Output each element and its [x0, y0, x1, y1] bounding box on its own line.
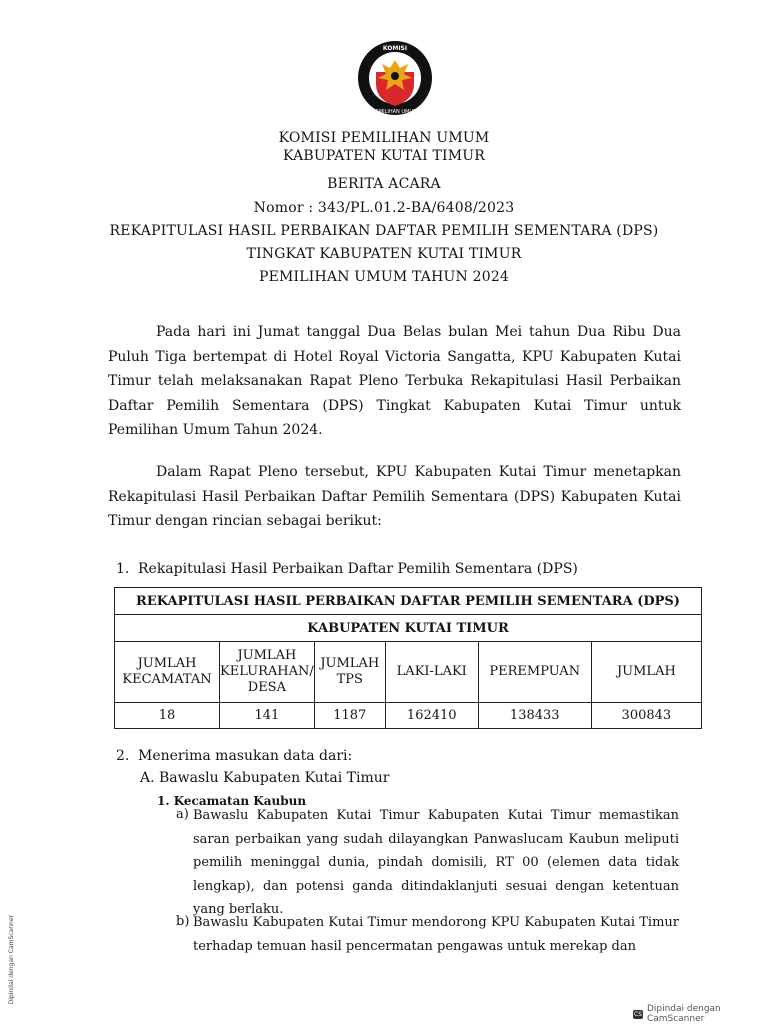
subsection-1: 1. Kecamatan Kaubun [157, 794, 307, 808]
camscanner-watermark [633, 1004, 768, 1024]
scanner-side-note: Dipindai dengan CamScanner [8, 915, 15, 1005]
table-cell: 138433 [478, 703, 591, 729]
doc-title-line2: TINGKAT KABUPATEN KUTAI TIMUR [246, 246, 522, 262]
section2-label: Menerima masukan data dari: [138, 748, 353, 764]
col-header: PEREMPUAN [478, 642, 591, 703]
decision-paragraph: Dalam Rapat Pleno tersebut, KPU Kabupaten Kutai Timur menetapkan Rekapitulasi Hasil Perbaikan Daftar Pemilih Sementara (DPS) Kabupaten Kutai Timur dengan rincian sebagai berikut: [108, 464, 681, 529]
org-region: KABUPATEN KUTAI TIMUR [283, 148, 485, 164]
section2-number: 2. [116, 748, 130, 764]
item-b-text: Bawaslu Kabupaten Kutai Timur mendorong KPU Kabupaten Kutai Timur terhadap temuan hasil pencermatan pengawas untuk merekap dan [193, 915, 679, 954]
subsection-a: A. Bawaslu Kabupaten Kutai Timur [140, 770, 390, 786]
logo-top-text: KOMISI [382, 45, 408, 52]
dps-recap-table [114, 587, 702, 729]
col-header: JUMLAH TPS [314, 642, 385, 703]
col-header: JUMLAH KELURAHAN/ DESA [220, 642, 315, 703]
table-cell: 300843 [591, 703, 701, 729]
camscanner-text: Dipindai dengan CamScanner [646, 1004, 721, 1024]
col-header: LAKI-LAKI [385, 642, 478, 703]
col-header: JUMLAH [591, 642, 701, 703]
doc-number: Nomor : 343/PL.01.2-BA/6408/2023 [253, 200, 515, 216]
table-title-line1: REKAPITULASI HASIL PERBAIKAN DAFTAR PEMILIH SEMENTARA (DPS) [115, 588, 702, 615]
kpu-garuda-logo [356, 38, 434, 118]
item-b-label: b) [176, 914, 190, 929]
table-cell: 141 [220, 703, 315, 729]
camscanner-icon: CS [633, 1010, 642, 1018]
table-title-line2: KABUPATEN KUTAI TIMUR [115, 615, 702, 642]
doc-type: BERITA ACARA [327, 176, 441, 192]
doc-title-line1: REKAPITULASI HASIL PERBAIKAN DAFTAR PEMILIH SEMENTARA (DPS) [109, 223, 659, 239]
section1-label: Rekapitulasi Hasil Perbaikan Daftar Pemilih Sementara (DPS) [138, 561, 578, 577]
col-header: JUMLAH KECAMATAN [115, 642, 220, 703]
table-cell: 18 [115, 703, 220, 729]
table-cell: 162410 [385, 703, 478, 729]
org-name: KOMISI PEMILIHAN UMUM [278, 130, 490, 146]
table-row [115, 703, 702, 729]
doc-title-line3: PEMILIHAN UMUM TAHUN 2024 [258, 269, 510, 285]
item-a-label: a) [176, 807, 189, 822]
section1-number: 1. [116, 561, 130, 577]
item-a-text: Bawaslu Kabupaten Kutai Timur Kabupaten Kutai Timur memastikan saran perbaikan yang sudah dilayangkan Panwaslucam Kaubun meliputi pemilih meninggal dunia, pindah domisili, RT 00 (elemen data tidak lengkap), dan potensi ganda ditindaklanjuti sesuai dengan ketentuan yang berlaku. [193, 808, 679, 917]
table-header-row [115, 642, 702, 703]
opening-paragraph: Pada hari ini Jumat tanggal Dua Belas bulan Mei tahun Dua Ribu Dua Puluh Tiga bertempat di Hotel Royal Victoria Sangatta, KPU Kabupaten Kutai Timur telah melaksanakan Rapat Pleno Terbuka Rekapitulasi Hasil Perbaikan Daftar Pemilih Sementara (DPS) Tingkat Kabupaten Kutai Timur untuk Pemilihan Umum Tahun 2024. [108, 324, 681, 438]
table-cell: 1187 [314, 703, 385, 729]
logo-bottom-text: PEMILIHAN UMUM [372, 109, 418, 115]
